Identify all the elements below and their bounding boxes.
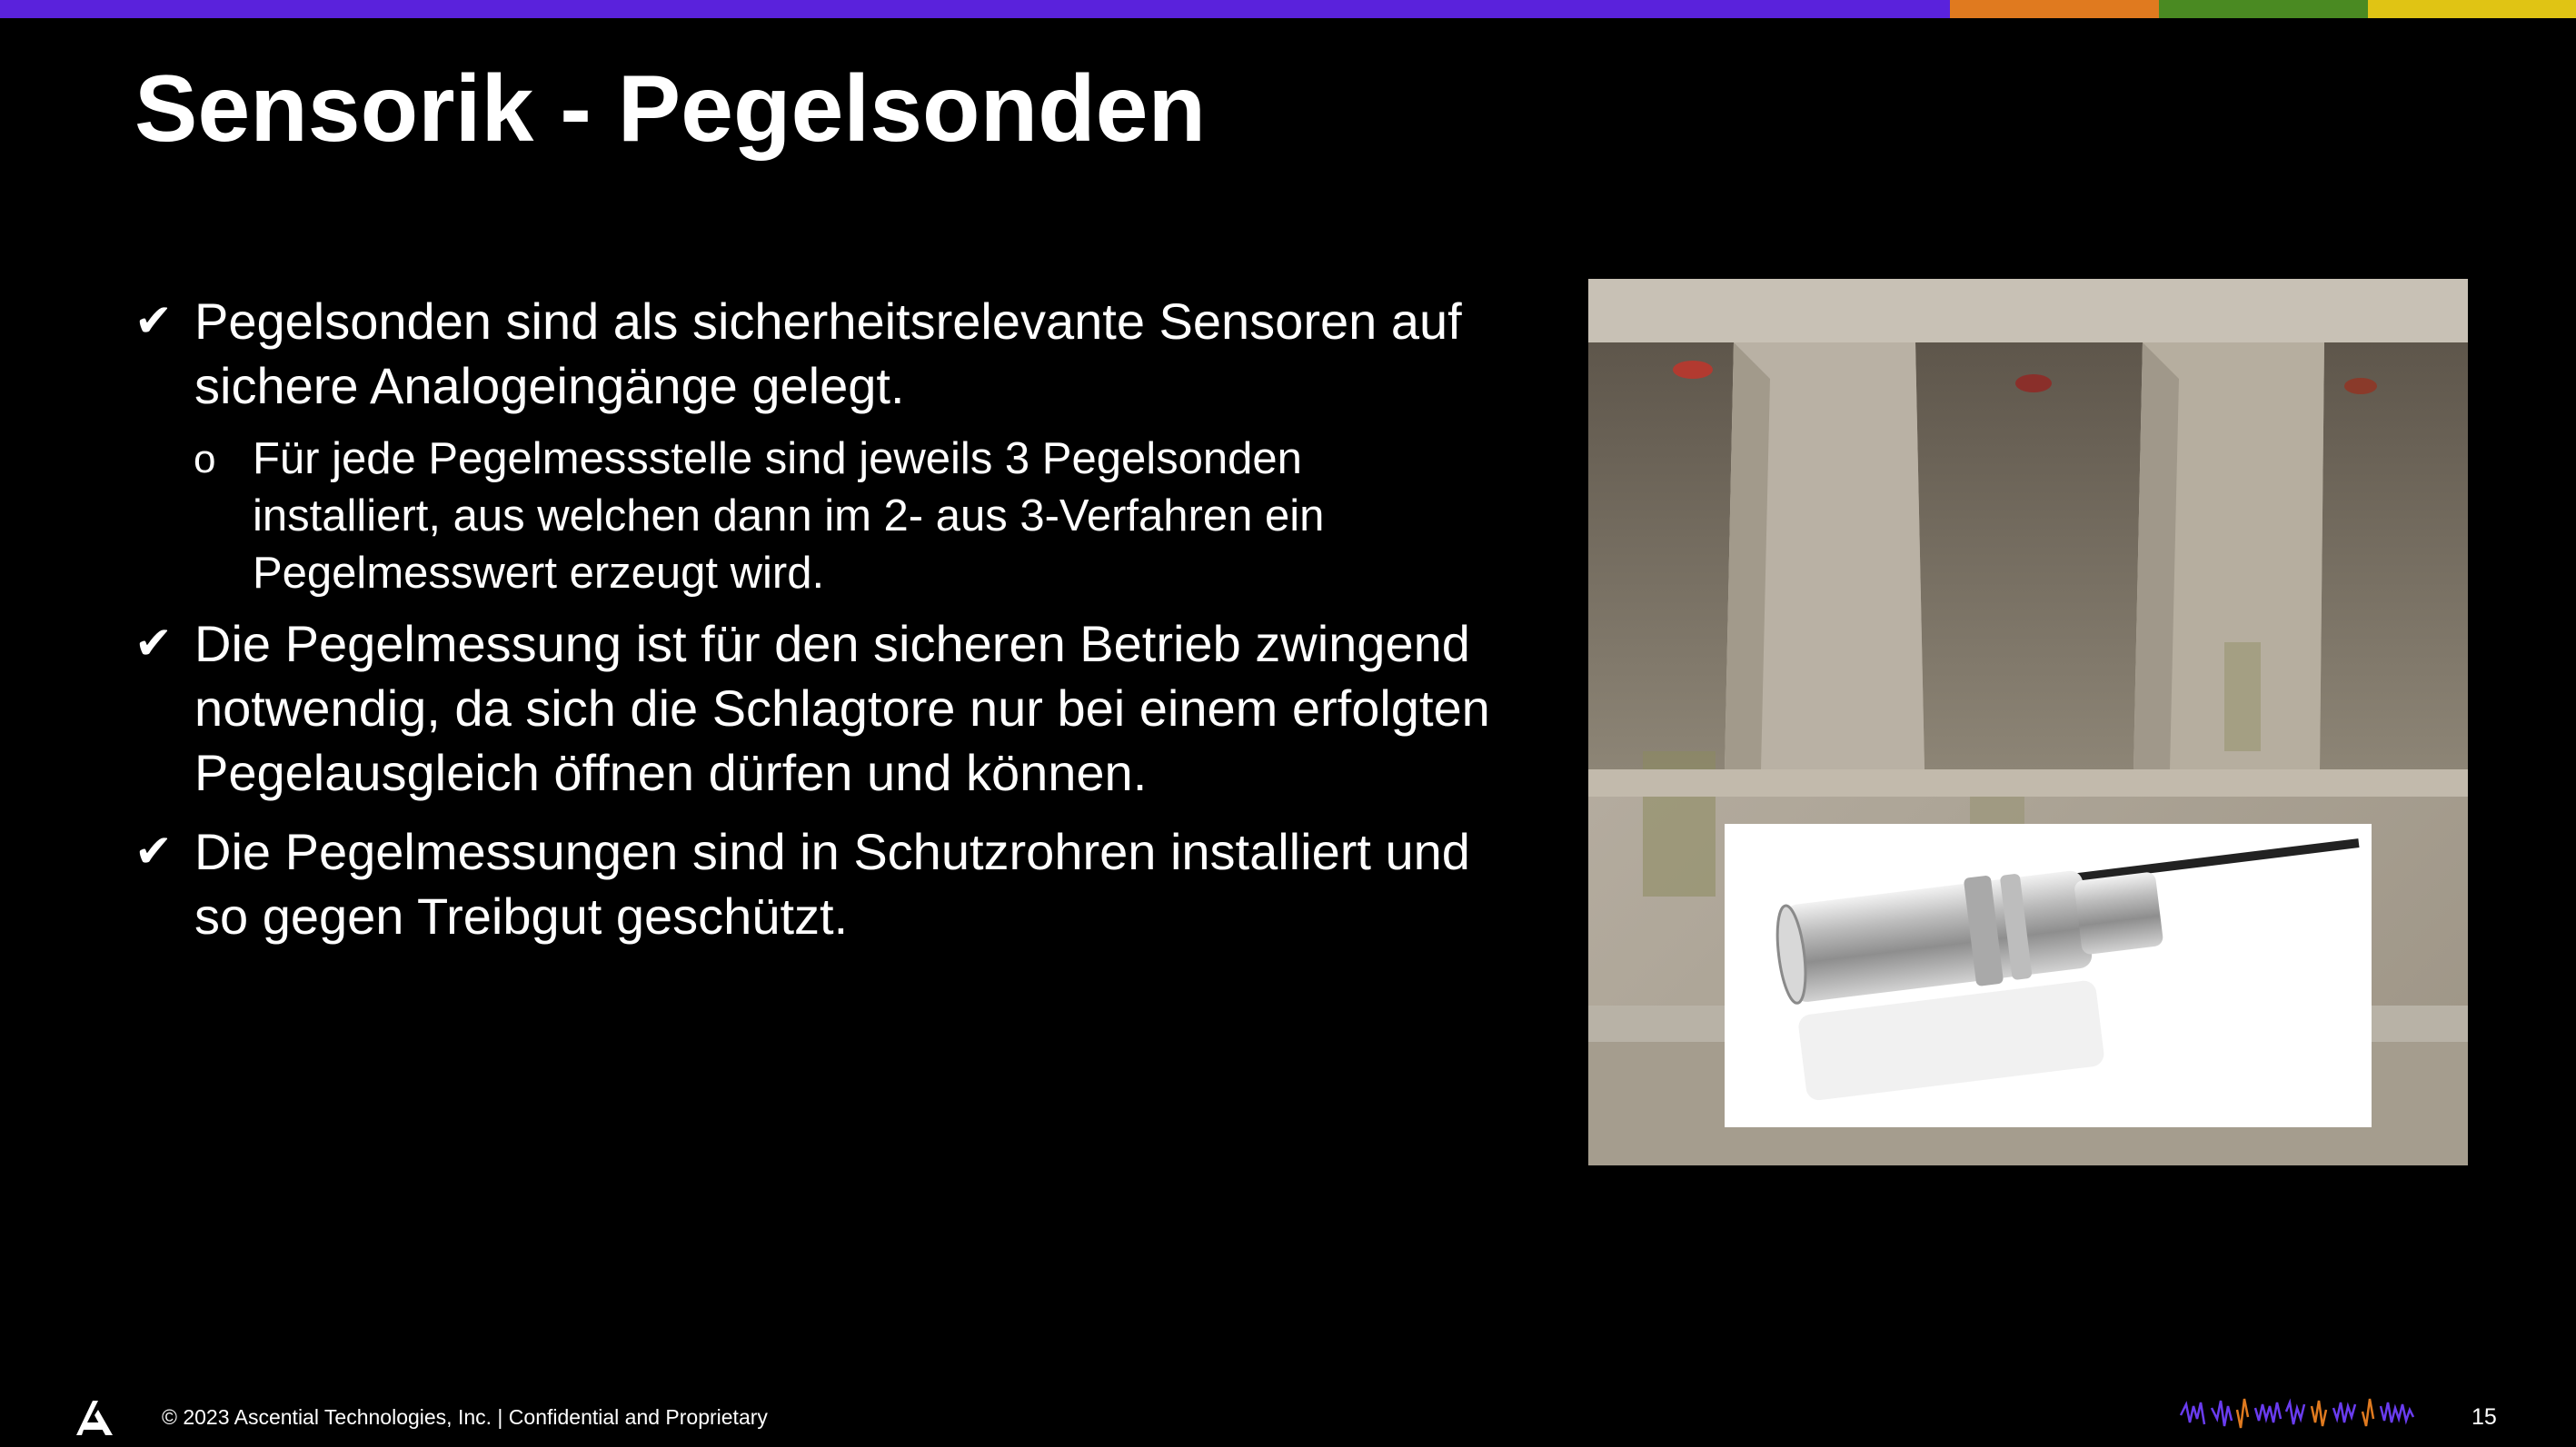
bullet-3-line-2: so gegen Treibgut geschützt.: [194, 887, 849, 945]
sub-bullet-item: [134, 431, 1570, 602]
page-number: 15: [2472, 1404, 2497, 1430]
check-icon: ✔: [134, 826, 173, 877]
bullet-list: [134, 289, 1570, 948]
check-icon: ✔: [134, 618, 173, 669]
sub-bullet-line-2: installiert, aus welchen dann im 2- aus 3-Verfahren ein: [253, 491, 1325, 540]
bullet-2-line-1: Die Pegelmessung ist für den sicheren Betrieb zwingend: [194, 615, 1470, 672]
bullet-item-3: [134, 819, 1570, 948]
bullet-item-2: [134, 611, 1570, 805]
bullet-2-line-2: notwendig, da sich die Schlagtore nur bei einem erfolgten: [194, 679, 1490, 737]
waveform-decoration-icon: [2179, 1392, 2426, 1435]
bullet-1-line-1: Pegelsonden sind als sicherheitsrelevante Sensoren auf: [194, 292, 1462, 350]
bullet-item-1: [134, 289, 1570, 418]
concrete-wall-with-level-probe-photo: [1588, 279, 2468, 1165]
footer-copyright: © 2023 Ascential Technologies, Inc. | Confidential and Proprietary: [162, 1405, 768, 1429]
sub-bullet-line-3: Pegelmesswert erzeugt wird.: [253, 549, 825, 598]
sub-bullet-line-1: Für jede Pegelmessstelle sind jeweils 3 Pegelsonden: [253, 434, 1302, 483]
top-bar-purple: [0, 0, 1950, 18]
slide-title: Sensorik - Pegelsonden: [134, 56, 1206, 162]
check-icon: ✔: [134, 295, 173, 346]
bullet-1-line-2: sichere Analogeingänge gelegt.: [194, 357, 905, 414]
top-bar-orange: [1950, 0, 2159, 18]
circle-bullet-icon: o: [194, 437, 216, 481]
top-bar-yellow: [2368, 0, 2576, 18]
bullet-2-line-3: Pegelausgleich öffnen dürfen und können.: [194, 744, 1148, 801]
bullet-3-line-1: Die Pegelmessungen sind in Schutzrohren installiert und: [194, 823, 1470, 880]
top-bar-green: [2159, 0, 2368, 18]
color-top-bar: [0, 0, 2576, 18]
ascential-logo-icon: [73, 1397, 116, 1437]
